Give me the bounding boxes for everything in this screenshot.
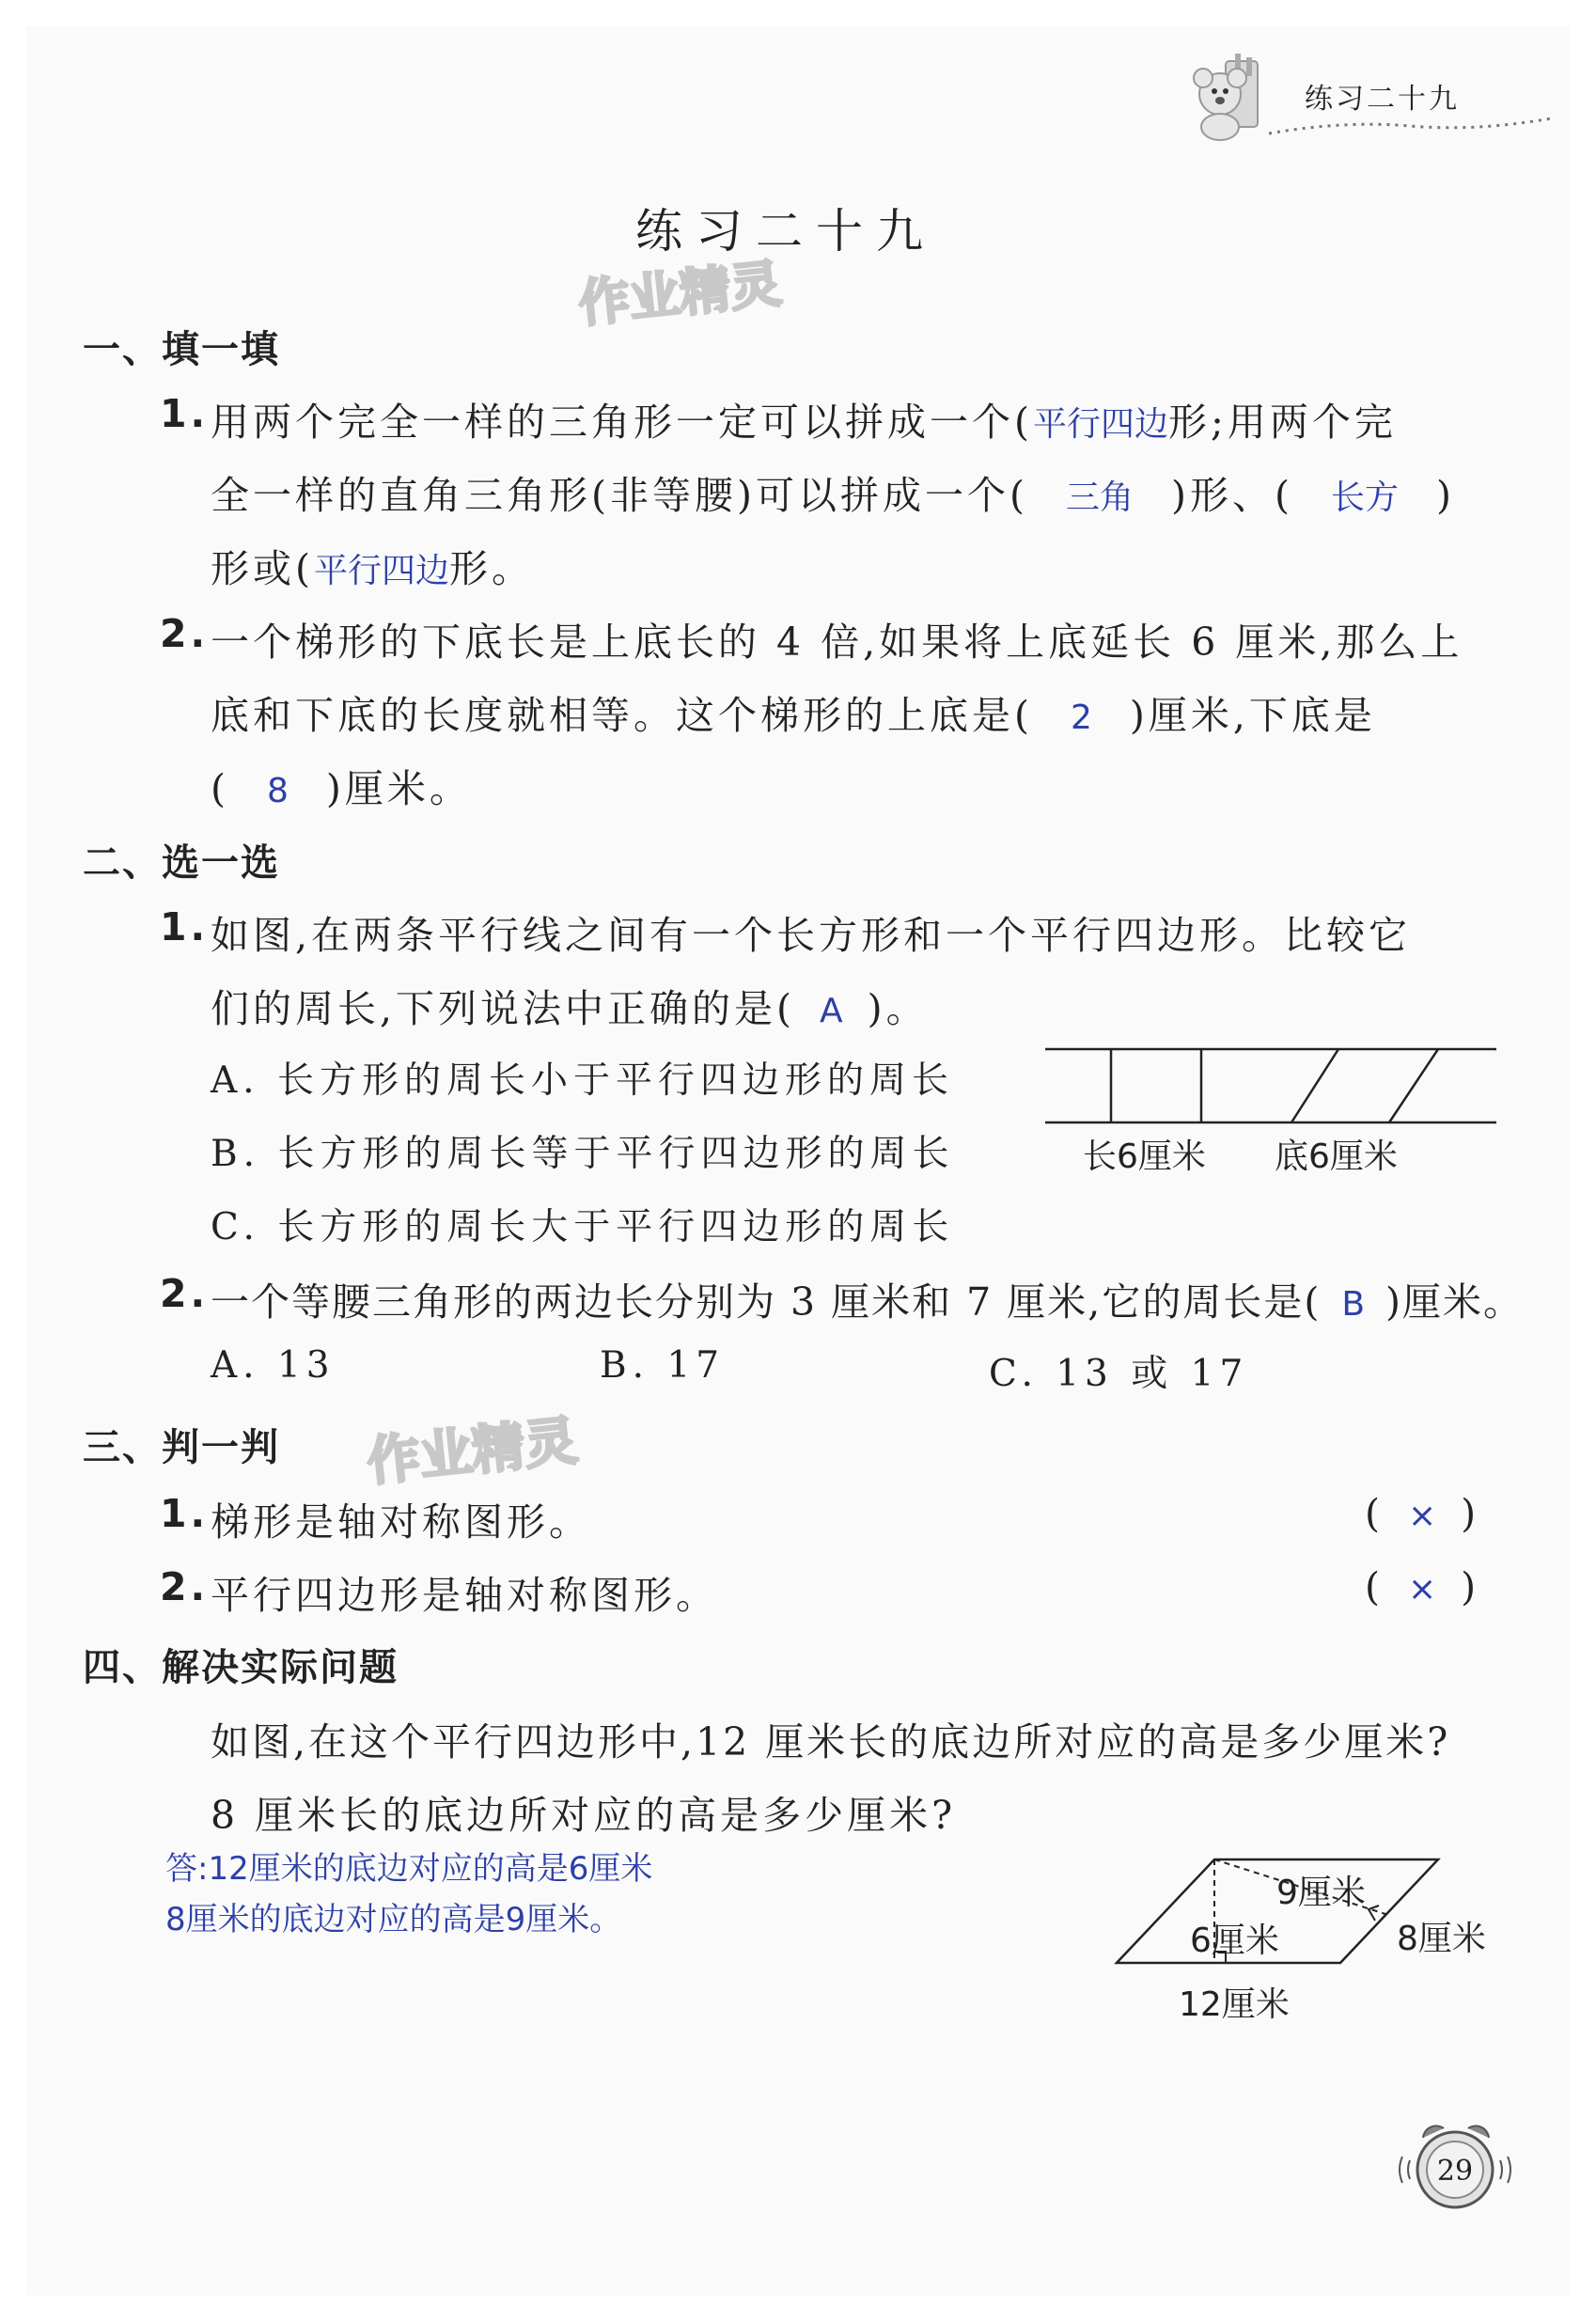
answer-line: 答:12厘米的底边对应的高是6厘米 (165, 1850, 653, 1888)
section-heading-judge: 三、判一判 (83, 1426, 280, 1469)
page-title: 练习二十九 (635, 204, 936, 259)
figure-label-8cm: 8厘米 (1397, 1920, 1486, 1958)
question-text-segment: 底和下底的长度就相等。这个梯形的上底是( (211, 693, 1033, 738)
question-number: 1. (160, 904, 210, 949)
answer-text: B (1341, 1285, 1366, 1324)
answer-text: 平行四边 (1033, 405, 1169, 444)
option-b: B. 17 (600, 1344, 726, 1387)
answer-line: 8厘米的底边对应的高是9厘米。 (165, 1901, 622, 1938)
paren: ( (1365, 1564, 1384, 1609)
question-text: 一个梯形的下底长是上底长的 4 倍,如果将上底延长 6 厘米,那么上 (211, 620, 1463, 665)
question-text (211, 684, 1376, 740)
header-dotted-curve (1269, 111, 1560, 139)
question-text: 平行四边形是轴对称图形。 (211, 1573, 718, 1618)
option-a: A. 13 (211, 1344, 336, 1387)
section-heading-solve: 四、解决实际问题 (83, 1646, 399, 1689)
answer-text: A (820, 992, 843, 1030)
answer-text: 8 (267, 772, 289, 810)
question-number: 1. (160, 391, 210, 436)
question-number: 1. (160, 1491, 210, 1536)
question-number: 2. (160, 1271, 210, 1316)
question-text (211, 1271, 1524, 1326)
koala-mascot-icon (1192, 52, 1276, 146)
figure-label-6cm: 6厘米 (1190, 1922, 1279, 1960)
option-b: B. 长方形的周长等于平行四边形的周长 (211, 1133, 955, 1175)
problem-text: 如图,在这个平行四边形中,12 厘米长的底边所对应的高是多少厘米? (211, 1719, 1451, 1765)
parallel-lines-figure (1045, 1043, 1496, 1128)
paren: ) (1461, 1491, 1480, 1536)
figure-label-parallelogram: 底6厘米 (1275, 1137, 1398, 1176)
paren: ( (1365, 1491, 1384, 1536)
question-text (211, 758, 472, 813)
question-text-segment: )厘米,下底是 (1129, 693, 1376, 738)
question-text-segment: )厘米。 (325, 766, 472, 811)
answer-text: × (1408, 1497, 1437, 1535)
question-text-segment: ) (1436, 473, 1456, 518)
question-text-segment: )。 (867, 986, 929, 1031)
option-a: A. 长方形的周长小于平行四边形的周长 (211, 1059, 954, 1102)
answer-text: 平行四边 (314, 552, 450, 590)
question-text-segment: 用两个完全一样的三角形一定可以拼成一个( (211, 400, 1033, 445)
watermark-text: 作业精灵 (364, 1410, 581, 1494)
answer-text: × (1408, 1570, 1437, 1608)
question-text-segment: )厘米。 (1385, 1279, 1525, 1325)
question-text-segment: 们的周长,下列说法中正确的是( (211, 986, 796, 1031)
answer-text: 2 (1071, 698, 1092, 737)
option-c: C. 13 或 17 (989, 1353, 1249, 1395)
question-text-segment: 全一样的直角三角形(非等腰)可以拼成一个( (211, 473, 1028, 518)
page-number: 29 (1436, 2155, 1474, 2188)
question-text-segment: 形;用两个完 (1168, 400, 1397, 445)
question-text-segment: 形。 (449, 546, 535, 591)
question-text-segment: )形、( (1171, 473, 1294, 518)
question-text (211, 464, 1455, 520)
question-text: 如图,在两条平行线之间有一个长方形和一个平行四边形。比较它 (211, 913, 1412, 958)
option-c: C. 长方形的周长大于平行四边形的周长 (211, 1206, 955, 1248)
question-text: 梯形是轴对称图形。 (211, 1499, 591, 1545)
question-text-segment: 一个等腰三角形的两边长分别为 3 厘米和 7 厘米,它的周长是( (211, 1279, 1322, 1325)
answer-text: 三角 (1066, 479, 1134, 517)
question-text (211, 978, 929, 1033)
problem-text: 8 厘米长的底边所对应的高是多少厘米? (211, 1793, 957, 1838)
figure-label-12cm: 12厘米 (1179, 1985, 1290, 2024)
answer-text: 长方 (1331, 479, 1400, 517)
question-text (211, 391, 1397, 447)
watermark-text: 作业精灵 (575, 253, 785, 335)
question-number: 2. (160, 611, 210, 656)
section-heading-fill: 一、填一填 (83, 328, 280, 371)
question-text-segment: 形或( (211, 546, 314, 591)
paren: ) (1461, 1564, 1480, 1609)
question-number: 2. (160, 1564, 210, 1609)
header-title: 练习二十九 (1305, 83, 1460, 116)
section-heading-choose: 二、选一选 (83, 841, 280, 885)
judge-answer-box (1365, 1491, 1479, 1536)
figure-label-rectangle: 长6厘米 (1083, 1137, 1206, 1176)
figure-label-9cm: 9厘米 (1276, 1874, 1366, 1912)
question-text (211, 538, 534, 593)
question-text-segment: ( (211, 766, 229, 811)
judge-answer-box (1365, 1564, 1479, 1609)
